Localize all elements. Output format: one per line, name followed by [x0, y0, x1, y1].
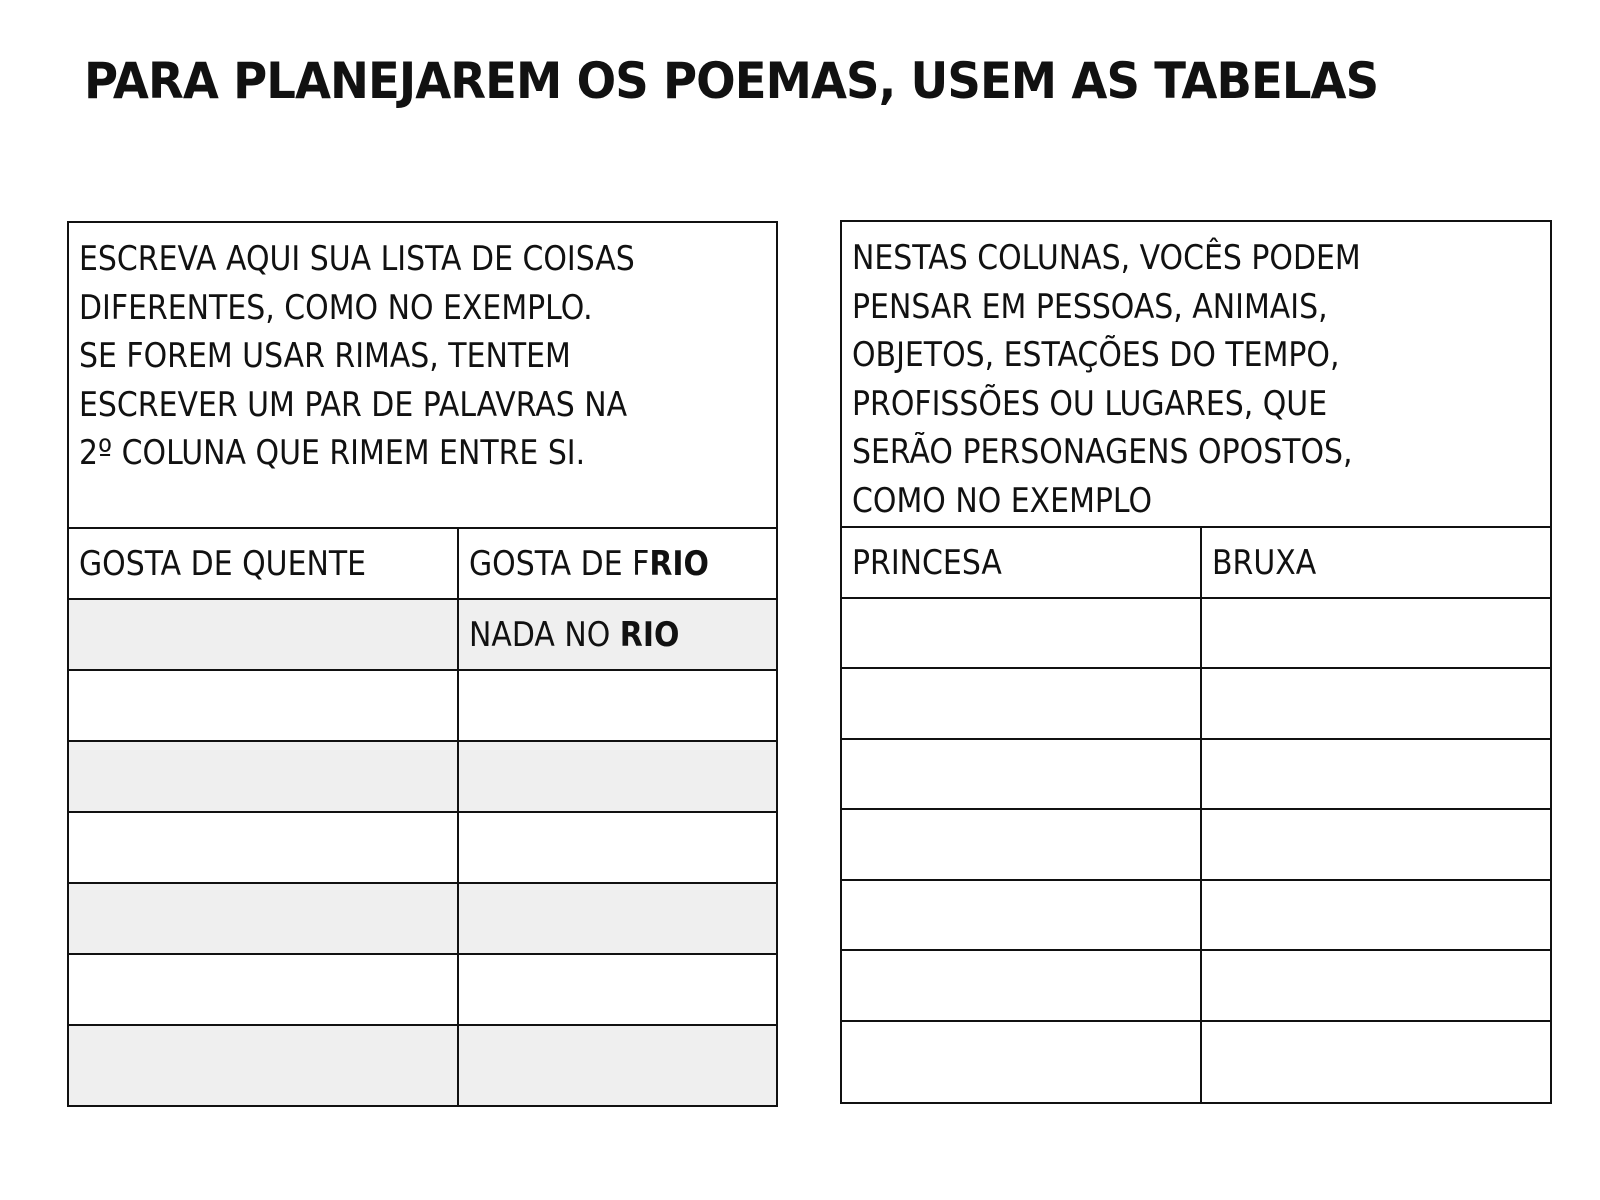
- table-row: [69, 884, 776, 955]
- blank-cell[interactable]: [69, 671, 459, 740]
- blank-cell[interactable]: [842, 881, 1202, 949]
- instruction-line: NESTAS COLUNAS, VOCÊS PODEM: [852, 238, 1361, 278]
- instruction-line: SERÃO PERSONAGENS OPOSTOS,: [852, 432, 1353, 472]
- table-row: [842, 740, 1550, 810]
- example-cell-2: NADA NO RIO: [469, 614, 680, 655]
- table-row: [842, 599, 1550, 669]
- blank-cell[interactable]: [842, 810, 1202, 879]
- header-cell-cold: GOSTA DE FRIO: [469, 543, 709, 584]
- blank-cell[interactable]: [1202, 951, 1550, 1020]
- instruction-line: ESCREVER UM PAR DE PALAVRAS NA: [79, 384, 628, 425]
- blank-cell[interactable]: [842, 740, 1202, 808]
- table-header-row: [69, 529, 776, 600]
- blank-cell[interactable]: [69, 955, 459, 1024]
- blank-cell[interactable]: [1202, 1022, 1550, 1102]
- blank-cell[interactable]: [842, 599, 1202, 667]
- instruction-line: PENSAR EM PESSOAS, ANIMAIS,: [852, 286, 1328, 327]
- table-row: [69, 1026, 776, 1105]
- blank-cell[interactable]: [459, 813, 776, 882]
- example-cell-1[interactable]: [69, 600, 459, 669]
- blank-cell[interactable]: [459, 1026, 776, 1105]
- table-row: [69, 671, 776, 742]
- table-row: [69, 955, 776, 1026]
- instruction-line: PROFISSÕES OU LUGARES, QUE: [852, 383, 1328, 424]
- instruction-line: COMO NO EXEMPLO: [852, 480, 1153, 521]
- left-instructions: [69, 223, 776, 529]
- instruction-line: 2º COLUNA QUE RIMEM ENTRE SI.: [79, 433, 586, 473]
- blank-cell[interactable]: [1202, 881, 1550, 949]
- blank-cell[interactable]: [1202, 740, 1550, 808]
- right-instructions: [842, 222, 1550, 528]
- blank-cell[interactable]: [69, 1026, 459, 1105]
- blank-cell[interactable]: [1202, 810, 1550, 879]
- table-header-row: [842, 528, 1550, 599]
- header-cell-princess: PRINCESA: [842, 528, 1202, 597]
- instruction-line: ESCREVA AQUI SUA LISTA DE COISAS: [79, 239, 635, 279]
- blank-cell[interactable]: [1202, 669, 1550, 738]
- table-row: [842, 881, 1550, 951]
- instruction-line: OBJETOS, ESTAÇÕES DO TEMPO,: [852, 335, 1340, 375]
- blank-cell[interactable]: [459, 742, 776, 811]
- blank-cell[interactable]: [459, 955, 776, 1024]
- blank-cell[interactable]: [1202, 599, 1550, 667]
- opposite-characters-table: [840, 220, 1552, 1104]
- example-row: [69, 600, 776, 671]
- table-row: [69, 813, 776, 884]
- blank-cell[interactable]: [842, 951, 1202, 1020]
- table-row: [69, 742, 776, 813]
- rhyme-planning-table: [67, 221, 778, 1107]
- table-row: [842, 951, 1550, 1022]
- blank-cell[interactable]: [842, 1022, 1202, 1102]
- instruction-line: SE FOREM USAR RIMAS, TENTEM: [79, 336, 571, 376]
- blank-cell[interactable]: [459, 884, 776, 953]
- blank-cell[interactable]: [459, 671, 776, 740]
- instruction-line: DIFERENTES, COMO NO EXEMPLO.: [79, 287, 593, 328]
- table-row: [842, 1022, 1550, 1102]
- page-title: PARA PLANEJAREM OS POEMAS, USEM AS TABELAS: [84, 52, 1379, 110]
- blank-cell[interactable]: [69, 742, 459, 811]
- header-cell-witch: BRUXA: [1212, 542, 1317, 583]
- blank-cell[interactable]: [69, 813, 459, 882]
- header-cell-hot: GOSTA DE QUENTE: [69, 529, 459, 598]
- blank-cell[interactable]: [69, 884, 459, 953]
- table-row: [842, 669, 1550, 740]
- table-row: [842, 810, 1550, 881]
- blank-cell[interactable]: [842, 669, 1202, 738]
